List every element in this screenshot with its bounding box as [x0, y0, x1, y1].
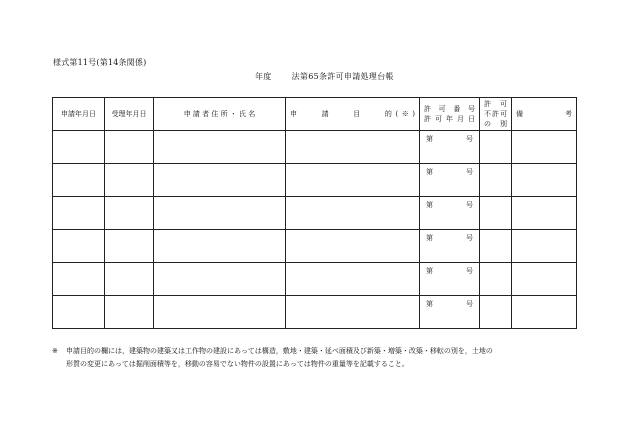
cell-permit-flag[interactable] — [480, 296, 512, 329]
cell-purpose[interactable] — [286, 230, 420, 263]
cell-applicant[interactable] — [154, 296, 286, 329]
table-row — [53, 164, 577, 197]
cell-receipt-date[interactable] — [105, 197, 154, 230]
cell-application-date[interactable] — [53, 230, 105, 263]
header-permit-number — [420, 98, 480, 131]
cell-remarks[interactable] — [512, 263, 577, 296]
title-text: 法第65条許可申請処理台帳 — [291, 72, 394, 81]
permit-prefix: 第 — [426, 201, 433, 209]
header-permit-flag-3: の 別 — [484, 120, 507, 128]
cell-purpose[interactable] — [286, 164, 420, 197]
cell-remarks[interactable] — [512, 197, 577, 230]
footnote-mark: ※ — [52, 347, 58, 355]
permit-suffix: 号 — [466, 168, 473, 176]
permit-prefix: 第 — [426, 300, 433, 308]
cell-remarks[interactable] — [512, 230, 577, 263]
cell-purpose[interactable] — [286, 263, 420, 296]
permit-suffix: 号 — [466, 234, 473, 242]
cell-application-date[interactable] — [53, 131, 105, 164]
ledger-table — [52, 97, 577, 329]
footnote-line-1 — [52, 345, 592, 358]
cell-application-date[interactable] — [53, 296, 105, 329]
cell-purpose[interactable] — [286, 131, 420, 164]
cell-receipt-date[interactable] — [105, 263, 154, 296]
cell-purpose[interactable] — [286, 197, 420, 230]
header-permit-number-label: 許 可 番 号 — [424, 105, 475, 113]
cell-applicant[interactable] — [154, 263, 286, 296]
cell-applicant[interactable] — [154, 230, 286, 263]
permit-prefix: 第 — [426, 234, 433, 242]
header-permit-flag — [480, 98, 512, 131]
cell-permit-number[interactable] — [420, 263, 480, 296]
cell-receipt-date[interactable] — [105, 296, 154, 329]
cell-applicant[interactable] — [154, 197, 286, 230]
header-receipt-date: 受理年月日 — [105, 98, 154, 131]
cell-receipt-date[interactable] — [105, 164, 154, 197]
header-permit-flag-1: 許 可 — [484, 100, 507, 108]
header-permit-date-label: 許 可 年 月 日 — [424, 115, 475, 123]
header-remarks: 備 考 — [512, 98, 577, 131]
cell-permit-flag[interactable] — [480, 230, 512, 263]
header-application-date: 申請年月日 — [53, 98, 105, 131]
header-purpose: 申 請 目 的(※) — [286, 98, 420, 131]
cell-permit-number[interactable] — [420, 164, 480, 197]
title-year-label: 年度 — [255, 72, 272, 81]
table-row — [53, 230, 577, 263]
ledger-title — [255, 71, 394, 82]
cell-application-date[interactable] — [53, 263, 105, 296]
cell-applicant[interactable] — [154, 164, 286, 197]
footnote-text-1: 申請目的の欄には，建築物の建築又は工作物の建設にあっては構造，敷地・建築・延べ面積及び新築・増築・改築・移転の別を，土地の — [66, 347, 493, 355]
cell-application-date[interactable] — [53, 197, 105, 230]
cell-permit-flag[interactable] — [480, 197, 512, 230]
cell-remarks[interactable] — [512, 164, 577, 197]
footnote-line-2: 形質の変更にあっては掘削面積等を，移動の容易でない物件の設置にあっては物件の重量等を記載すること。 — [66, 360, 409, 368]
permit-suffix: 号 — [466, 201, 473, 209]
header-permit-flag-2: 不許可 — [484, 110, 507, 118]
cell-applicant[interactable] — [154, 131, 286, 164]
cell-permit-number[interactable] — [420, 296, 480, 329]
cell-permit-number[interactable] — [420, 197, 480, 230]
cell-permit-flag[interactable] — [480, 263, 512, 296]
cell-permit-number[interactable] — [420, 131, 480, 164]
table-row — [53, 197, 577, 230]
permit-suffix: 号 — [466, 135, 473, 143]
cell-permit-number[interactable] — [420, 230, 480, 263]
table-row — [53, 263, 577, 296]
cell-permit-flag[interactable] — [480, 164, 512, 197]
footnote — [52, 345, 592, 371]
table-row — [53, 296, 577, 329]
cell-application-date[interactable] — [53, 164, 105, 197]
cell-remarks[interactable] — [512, 131, 577, 164]
table-row — [53, 131, 577, 164]
cell-receipt-date[interactable] — [105, 230, 154, 263]
cell-remarks[interactable] — [512, 296, 577, 329]
permit-suffix: 号 — [466, 267, 473, 275]
cell-receipt-date[interactable] — [105, 131, 154, 164]
permit-prefix: 第 — [426, 135, 433, 143]
permit-suffix: 号 — [466, 300, 473, 308]
permit-prefix: 第 — [426, 168, 433, 176]
cell-purpose[interactable] — [286, 296, 420, 329]
header-row — [53, 98, 577, 131]
permit-prefix: 第 — [426, 267, 433, 275]
form-code: 様式第11号(第14条関係) — [53, 58, 147, 67]
header-applicant: 申 請 者 住 所 ・ 氏 名 — [154, 98, 286, 131]
cell-permit-flag[interactable] — [480, 131, 512, 164]
